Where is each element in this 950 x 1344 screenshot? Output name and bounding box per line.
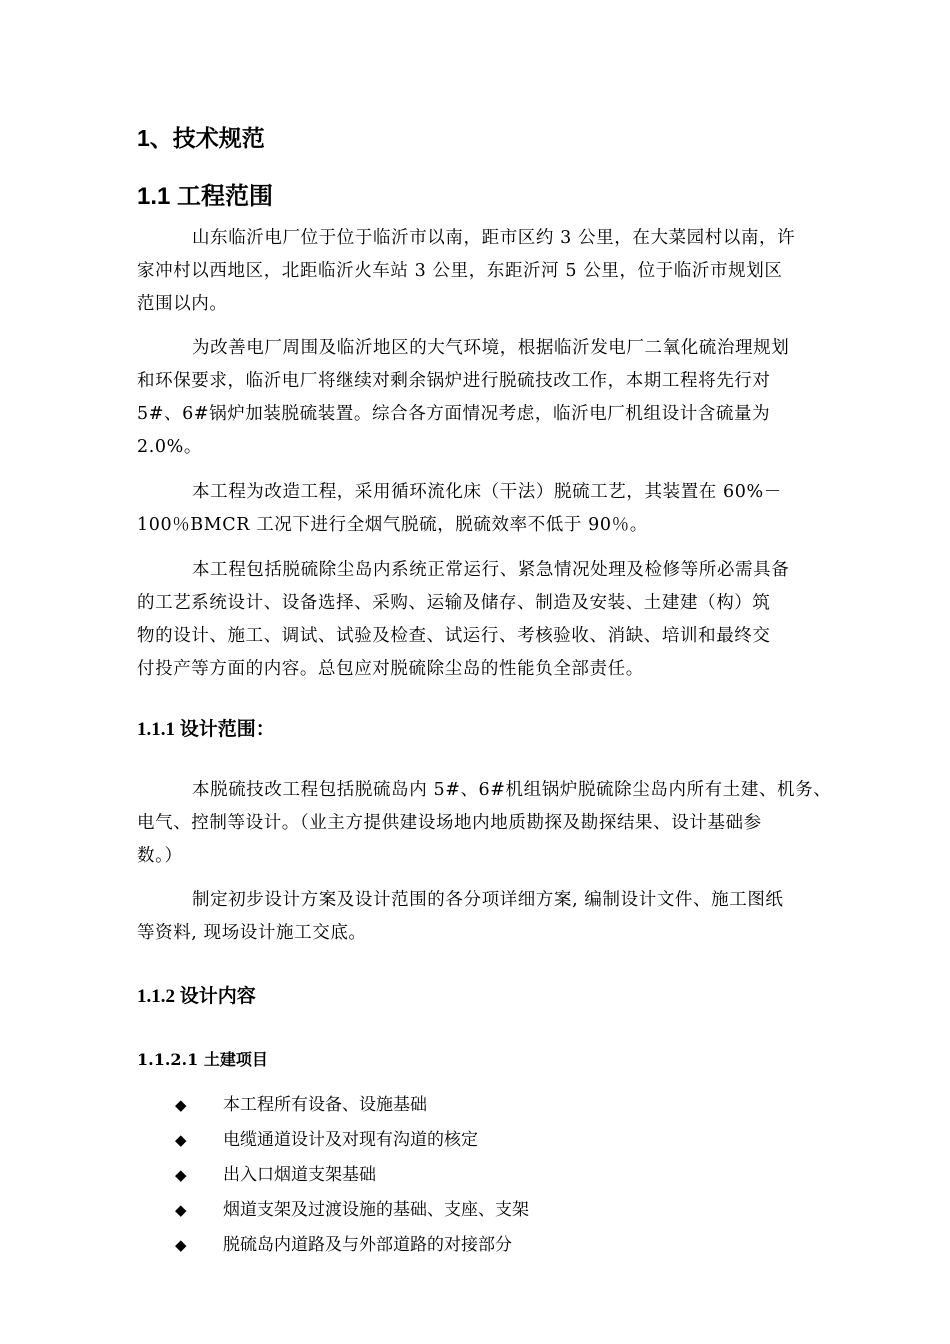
text-line: 物的设计、施工、调试、试验及检查、试运行、考核验收、消缺、培训和最终交	[137, 626, 771, 646]
paragraph-location	[137, 222, 837, 321]
text-line: 本工程为改造工程，采用循环流化床（干法）脱硫工艺，其装置在 60%－	[192, 482, 782, 502]
text-line: 和环保要求，临沂电厂将继续对剩余锅炉进行脱硫技改工作，本期工程将先行对	[137, 371, 771, 391]
list-item-text: 电缆通道设计及对现有沟道的核定	[223, 1130, 478, 1150]
text-line: 的工艺系统设计、设备选择、采购、运输及储存、制造及安装、土建建（构）筑	[137, 593, 771, 613]
diamond-bullet-icon: ◆	[175, 1236, 187, 1254]
text-line: 2.0%。	[137, 437, 202, 457]
text-line: 本工程包括脱硫除尘岛内系统正常运行、紧急情况处理及检修等所必需具备	[192, 560, 790, 580]
heading-civil-items: 1.1.2.1 土建项目	[137, 1050, 268, 1069]
text-line: 家冲村以西地区，北距临沂火车站 3 公里，东距沂河 5 公里，位于临沂市规划区	[137, 261, 783, 281]
list-item	[175, 1090, 427, 1115]
list-item-text: 烟道支架及过渡设施的基础、支座、支架	[223, 1200, 529, 1220]
list-item-text: 脱硫岛内道路及与外部道路的对接部分	[223, 1235, 512, 1255]
heading-project-scope: 1.1 工程范围	[137, 183, 274, 210]
text-line: 5#、6#锅炉加装脱硫装置。综合各方面情况考虑，临沂电厂机组设计含硫量为	[137, 404, 771, 424]
paragraph-design-deliverables	[137, 884, 837, 950]
heading-design-content: 1.1.2 设计内容	[137, 986, 256, 1007]
text-line: 范围以内。	[137, 294, 228, 314]
diamond-bullet-icon: ◆	[175, 1096, 187, 1114]
text-line: 数。）	[137, 846, 183, 866]
list-item	[175, 1230, 512, 1255]
text-line: 为改善电厂周围及临沂地区的大气环境，根据临沂发电厂二氧化硫治理规划	[192, 338, 790, 358]
paragraph-process	[137, 476, 837, 542]
list-item	[175, 1125, 478, 1150]
list-item-text: 本工程所有设备、设施基础	[223, 1095, 427, 1115]
text-line: 山东临沂电厂位于位于临沂市以南，距市区约 3 公里，在大菜园村以南，许	[192, 228, 796, 248]
heading-tech-spec: 1、技术规范	[137, 125, 265, 151]
diamond-bullet-icon: ◆	[175, 1166, 187, 1184]
list-item	[175, 1195, 529, 1220]
diamond-bullet-icon: ◆	[175, 1131, 187, 1149]
list-item	[175, 1160, 376, 1185]
text-line: 制定初步设计方案及设计范围的各分项详细方案, 编制设计文件、施工图纸	[192, 890, 784, 910]
heading-design-scope: 1.1.1 设计范围：	[137, 719, 275, 740]
text-line: 电气、控制等设计。（业主方提供建设场地内地质勘探及勘探结果、设计基础参	[137, 813, 762, 833]
list-item-text: 出入口烟道支架基础	[223, 1165, 376, 1185]
text-line: 等资料, 现场设计施工交底。	[137, 923, 367, 943]
paragraph-design-scope	[137, 774, 837, 873]
text-line: 付投产等方面的内容。总包应对脱硫除尘岛的性能负全部责任。	[137, 659, 644, 679]
paragraph-scope-content	[137, 554, 837, 686]
diamond-bullet-icon: ◆	[175, 1201, 187, 1219]
text-line: 本脱硫技改工程包括脱硫岛内 5#、6#机组锅炉脱硫除尘岛内所有土建、机务、	[192, 780, 832, 800]
text-line: 100％BMCR 工况下进行全烟气脱硫，脱硫效率不低于 90％。	[137, 515, 648, 535]
paragraph-purpose	[137, 332, 837, 464]
